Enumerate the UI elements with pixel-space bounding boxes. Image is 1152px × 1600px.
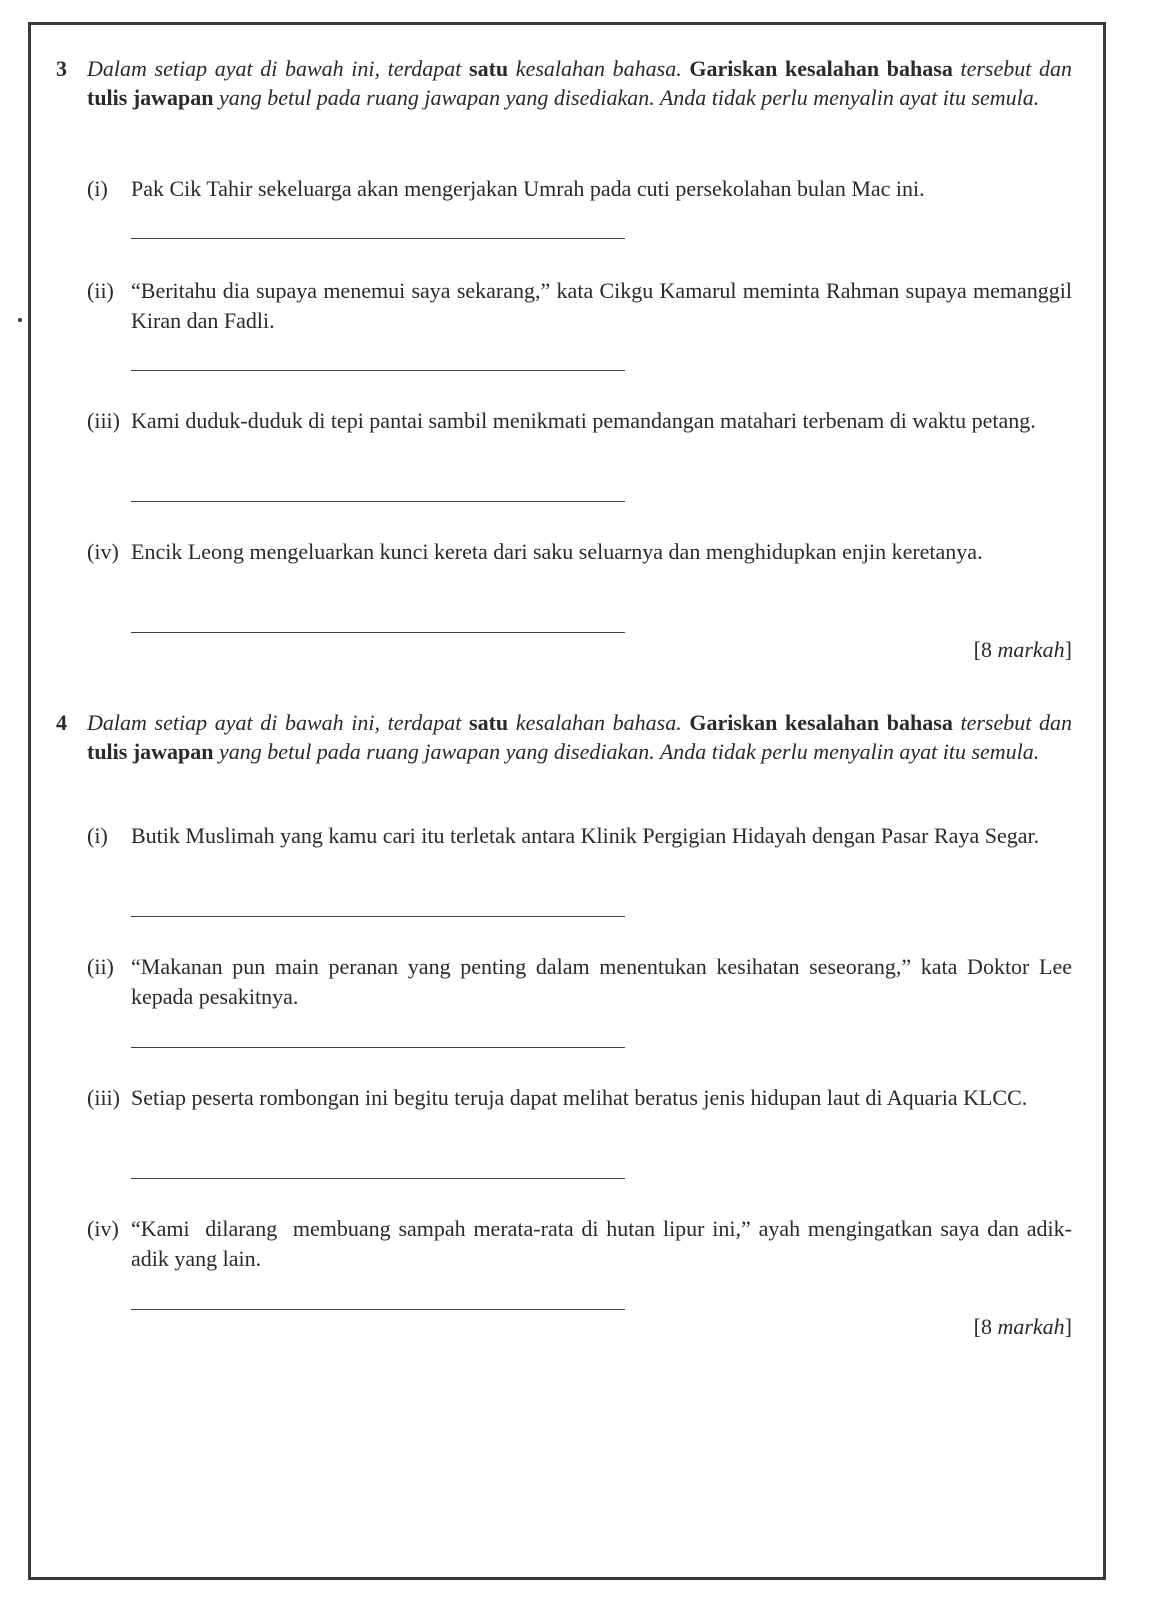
item-sentence: “Kami dilarang membuang sampah merata-rata di hutan lipur ini,” ayah mengingatkan saya dan adik-adik yang lain. <box>131 1216 1072 1271</box>
instr-bold: Gariskan kesalahan bahasa <box>689 710 953 735</box>
item-label: (iii) <box>87 408 120 433</box>
answer-line[interactable] <box>131 370 625 371</box>
question-3-item-i <box>56 174 1072 204</box>
answer-line[interactable] <box>131 238 625 239</box>
item-label: (i) <box>87 823 108 848</box>
item-sentence: Kami duduk-duduk di tepi pantai sambil menikmati pemandangan matahari terbenam di waktu petang. <box>131 408 1036 433</box>
instr-text: Dalam setiap ayat di bawah ini, terdapat <box>87 56 470 81</box>
answer-line[interactable] <box>131 632 625 633</box>
item-label: (ii) <box>87 954 114 979</box>
item-sentence: Encik Leong mengeluarkan kunci kereta dari saku seluarnya dan menghidupkan enjin keretanya. <box>131 539 983 564</box>
answer-line[interactable] <box>131 1178 625 1179</box>
marks-label <box>56 1313 1072 1341</box>
question-4-item-ii <box>56 952 1072 1012</box>
page-border <box>28 22 1106 1580</box>
question-3-item-iii <box>56 406 1072 436</box>
instr-text: tersebut dan <box>952 710 1072 735</box>
answer-line[interactable] <box>131 1047 625 1048</box>
question-4-instruction <box>56 708 1072 766</box>
item-sentence: “Makanan pun main peranan yang penting dalam menentukan kesihatan seseorang,” kata Doktor Lee kepada pesakitnya. <box>131 954 1072 1009</box>
question-3 <box>56 54 1072 112</box>
item-label: (iii) <box>87 1085 120 1110</box>
item-sentence: “Beritahu dia supaya menemui saya sekarang,” kata Cikgu Kamarul meminta Rahman supaya memanggil Kiran dan Fadli. <box>131 278 1072 333</box>
answer-line[interactable] <box>131 916 625 917</box>
instr-text: yang betul pada ruang jawapan yang disediakan. Anda tidak perlu menyalin ayat itu semula. <box>213 85 1040 110</box>
instr-bold: tulis jawapan <box>87 85 214 110</box>
item-sentence: Setiap peserta rombongan ini begitu teruja dapat melihat beratus jenis hidupan laut di Aquaria KLCC. <box>131 1085 1028 1110</box>
instr-text: kesalahan bahasa. <box>508 56 690 81</box>
item-sentence: Butik Muslimah yang kamu cari itu terletak antara Klinik Pergigian Hidayah dengan Pasar Raya Segar. <box>131 823 1040 848</box>
instr-text: tersebut dan <box>952 56 1072 81</box>
question-3-item-iv <box>56 537 1072 567</box>
item-label: (iv) <box>87 539 119 564</box>
answer-line[interactable] <box>131 1309 625 1310</box>
marks-open: [8 <box>973 637 998 662</box>
question-4 <box>56 708 1072 766</box>
instr-bold: Gariskan kesalahan bahasa <box>689 56 953 81</box>
instr-text: kesalahan bahasa. <box>508 710 690 735</box>
question-number: 3 <box>56 56 67 81</box>
question-3-instruction <box>56 54 1072 112</box>
marks-word: markah <box>997 637 1065 662</box>
question-3-item-ii <box>56 276 1072 336</box>
marks-word: markah <box>997 1314 1065 1339</box>
question-number: 4 <box>56 710 67 735</box>
marks-label <box>56 636 1072 664</box>
item-label: (ii) <box>87 278 114 303</box>
marks-close: ] <box>1064 1314 1072 1339</box>
item-sentence: Pak Cik Tahir sekeluarga akan mengerjakan Umrah pada cuti persekolahan bulan Mac ini. <box>131 176 925 201</box>
instr-bold: tulis jawapan <box>87 739 214 764</box>
item-label: (i) <box>87 176 108 201</box>
instr-bold: satu <box>469 56 509 81</box>
instr-bold: satu <box>469 710 509 735</box>
scan-artifact-dot <box>18 318 22 322</box>
question-4-item-iii <box>56 1083 1072 1113</box>
question-4-item-i <box>56 821 1072 851</box>
marks-close: ] <box>1064 637 1072 662</box>
item-label: (iv) <box>87 1216 119 1241</box>
marks-open: [8 <box>973 1314 998 1339</box>
instr-text: Dalam setiap ayat di bawah ini, terdapat <box>87 710 470 735</box>
instr-text: yang betul pada ruang jawapan yang disediakan. Anda tidak perlu menyalin ayat itu semula. <box>213 739 1040 764</box>
answer-line[interactable] <box>131 501 625 502</box>
question-4-item-iv <box>56 1214 1072 1274</box>
